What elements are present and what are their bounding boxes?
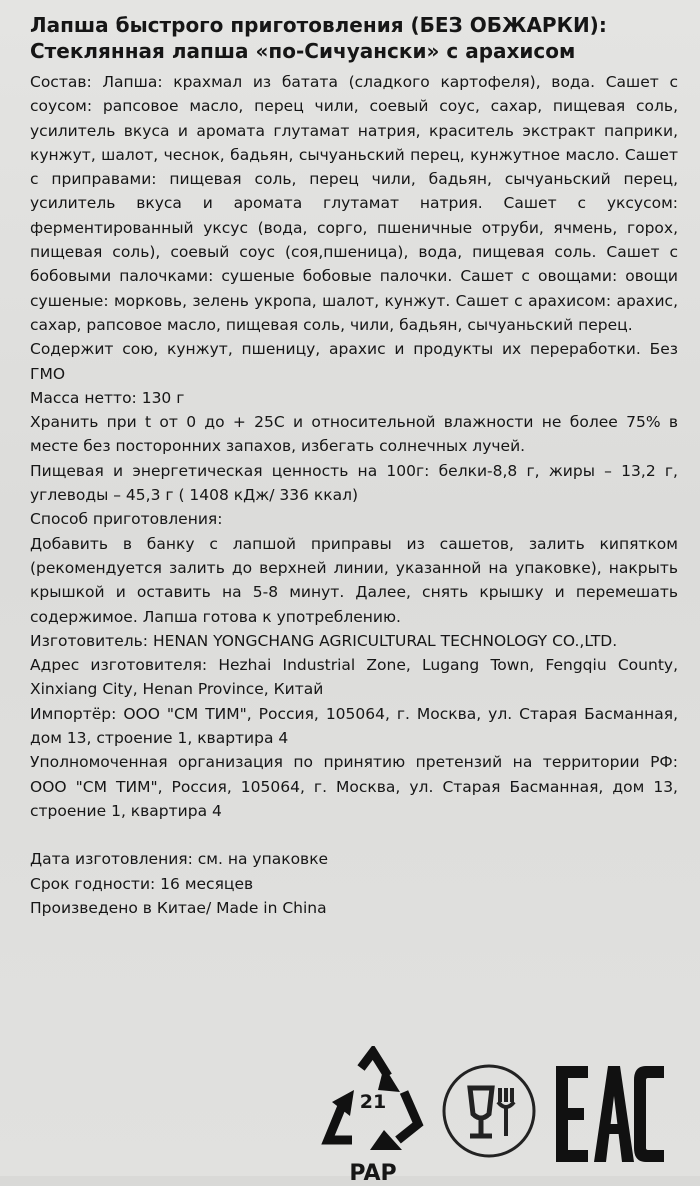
product-category-title: Лапша быстрого приготовления (БЕЗ ОБЖАРКИ): — [30, 13, 607, 37]
recycling-code: 21 — [359, 1091, 387, 1113]
marks-row — [0, 1040, 700, 1186]
allergens-paragraph: Содержит сою, кунжут, пшеницу, арахис и продукты их переработки. Без ГМО — [30, 340, 678, 383]
country-of-origin: Произведено в Китае/ Made in China — [30, 898, 327, 917]
preparation-heading: Способ приготовления: — [30, 510, 223, 529]
preparation-instructions: Добавить в банку с лапшой приправы из сашетов, залить кипятком (рекомендуется залить до верхней линии, указанной на упаковке), накрыть крышкой и оставить на 5-8 минут. Далее, снять крышку и перемешать содержимое. Лапша готова к употреблению. — [30, 534, 678, 626]
recycling-material: PAP — [349, 1161, 397, 1186]
nutrition-facts: Пищевая и энергетическая ценность на 100г: белки-8,8 г, жиры – 13,2 г, углеводы – 45,3 г ( 1408 кДж/ 336 ккал) — [30, 461, 678, 505]
glass-fork-icon — [440, 1062, 538, 1160]
manufacture-date: Дата изготовления: см. на упаковке — [30, 850, 329, 869]
importer: Импортёр: ООО "СМ ТИМ", Россия, 105064, г. Москва, ул. Старая Басманная, дом 13, строение 1, квартира 4 — [30, 704, 678, 748]
ingredients-paragraph: Состав: Лапша: крахмал из батата (сладкого картофеля), вода. Сашет с соусом: рапсовое масло, перец чили, соевый соус, сахар, пищевая соль, усилитель вкуса и аромата глутамат натрия, краситель экстракт паприки, кунжут, шалот, чеснок, бадьян, сычуаньский перец, кунжутное масло. Сашет с приправами: пищевая соль, перец чили, бадьян, сычуаньский перец, усилитель вкуса и аромата глутамат натрия. Сашет с уксусом: ферментированный уксус (вода, сорго, пшеничные отруби, ячмень, горох, пищевая соль), соевый соус (соя,пшеница), вода, пищевая соль. Сашет с бобовыми палочками: сушеные бобовые палочки. Сашет с овощами: овощи сушеные: морковь, зелень укропа, шалот, кунжут. Сашет с арахисом: арахис, сахар, рапсовое масло, пищевая соль, чили, бадьян, сычуаньский перец. — [30, 73, 678, 334]
manufacturer-address: Адрес изготовителя: Hezhai Industrial Zone, Lugang Town, Fengqiu County, Xinxiang City, Henan Province, Китай — [30, 656, 678, 699]
manufacturer: Изготовитель: HENAN YONGCHANG AGRICULTURAL TECHNOLOGY CO.,LTD. — [30, 631, 618, 650]
shelf-life: Срок годности: 16 месяцев — [30, 874, 254, 893]
net-weight: Масса нетто: 130 г — [30, 388, 185, 407]
product-name: Стеклянная лапша «по-Сичуански» с арахисом — [30, 39, 576, 63]
claims-organization: Уполномоченная организация по принятию претензий на территории РФ: ООО "СМ ТИМ", Россия, 105064, г. Москва, ул. Старая Басманная, дом 13, строение 1, квартира 4 — [30, 753, 678, 820]
eac-certification-mark — [556, 1066, 664, 1162]
storage-conditions: Хранить при t от 0 до + 25С и относительной влажности не более 75% в месте без посторонних запахов, избегать солнечных лучей. — [30, 413, 678, 456]
label-body — [30, 70, 678, 920]
spacer — [30, 823, 678, 847]
